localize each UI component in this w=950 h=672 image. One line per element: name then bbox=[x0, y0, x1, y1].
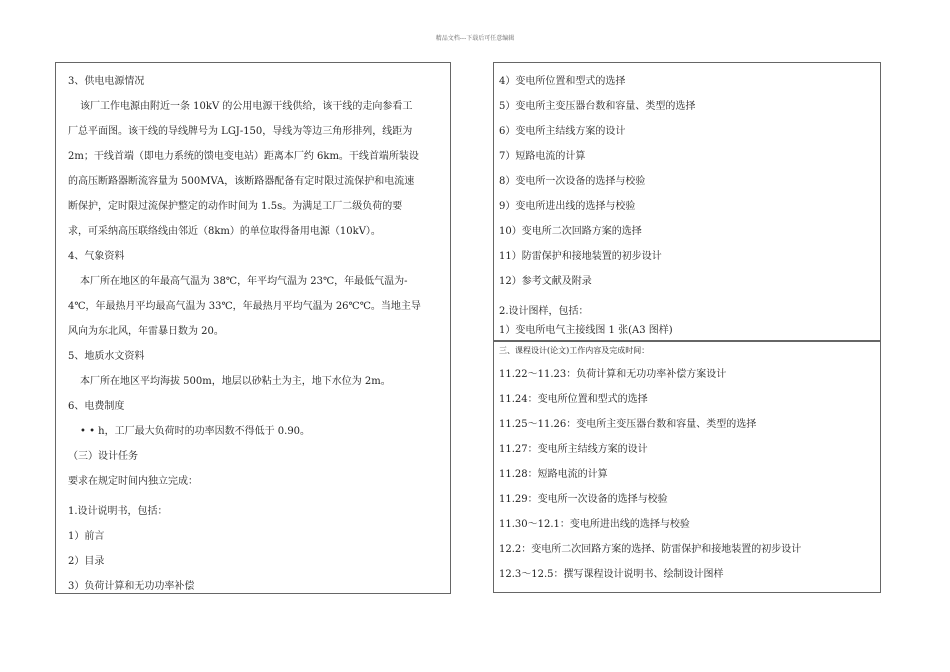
text-line: 1）前言 bbox=[68, 531, 105, 542]
text-line: 4、气象资料 bbox=[68, 251, 125, 262]
text-line: 4℃，年最热月平均最高气温为 33℃，年最热月平均气温为 26℃℃。当地主导 bbox=[68, 301, 421, 312]
section-title: 三、课程设计(论文)工作内容及完成时间： bbox=[499, 346, 650, 355]
text-line: 9）变电所进出线的选择与校验 bbox=[499, 201, 636, 212]
text-line: 1.设计说明书，包括： bbox=[68, 506, 168, 517]
text-line: 2）目录 bbox=[68, 556, 105, 567]
schedule-line: 11.24：变电所位置和型式的选择 bbox=[499, 394, 648, 405]
schedule-line: 11.30～12.1：变电所进出线的选择与校验 bbox=[499, 519, 690, 530]
right-bottom-panel bbox=[493, 341, 881, 593]
text-line: 风向为东北风，年雷暴日数为 20。 bbox=[68, 326, 224, 337]
schedule-line: 11.25～11.26：变电所主变压器台数和容量、类型的选择 bbox=[499, 419, 757, 430]
right-top-panel bbox=[493, 62, 881, 341]
text-line: 2m；干线首端（即电力系统的馈电变电站）距离本厂约 6km。干线首端所装设 bbox=[68, 151, 419, 162]
text-line: 12）参考文献及附录 bbox=[499, 276, 592, 287]
text-line: 厂总平面图。该干线的导线牌号为 LGJ-150，导线为等边三角形排列，线距为 bbox=[68, 126, 413, 137]
text-line: 3、供电电源情况 bbox=[68, 76, 145, 87]
text-line: 该厂工作电源由附近一条 10kV 的公用电源干线供给，该干线的走向参看工 bbox=[80, 101, 413, 112]
text-line: 10）变电所二次回路方案的选择 bbox=[499, 226, 642, 237]
left-panel bbox=[55, 62, 451, 594]
schedule-line: 11.22～11.23：负荷计算和无功功率补偿方案设计 bbox=[499, 369, 727, 380]
text-line: 11）防雷保护和接地装置的初步设计 bbox=[499, 251, 662, 262]
text-line: 1）变电所电气主接线图 1 张(A3 图样) bbox=[499, 325, 673, 336]
text-line: 8）变电所一次设备的选择与校验 bbox=[499, 176, 646, 187]
schedule-line: 12.3～12.5：撰写课程设计说明书、绘制设计图样 bbox=[499, 569, 724, 580]
text-line: 的高压断路器断流容量为 500MVA，该断路器配备有定时限过流保护和电流速 bbox=[68, 176, 415, 187]
text-line: 2.设计图样，包括： bbox=[499, 306, 589, 317]
text-line: 本厂所在地区的年最高气温为 38℃，年平均气温为 23℃，年最低气温为- bbox=[80, 276, 408, 287]
text-line: 7）短路电流的计算 bbox=[499, 151, 586, 162]
schedule-line: 12.2：变电所二次回路方案的选择、防雷保护和接地装置的初步设计 bbox=[499, 544, 802, 555]
text-line: 4）变电所位置和型式的选择 bbox=[499, 76, 626, 87]
text-line: 求，可采纳高压联络线由邻近（8km）的单位取得备用电源（10kV）。 bbox=[68, 226, 381, 237]
schedule-line: 11.29：变电所一次设备的选择与校验 bbox=[499, 494, 668, 505]
text-line: （三）设计任务 bbox=[68, 451, 138, 462]
schedule-line: 11.27：变电所主结线方案的设计 bbox=[499, 444, 648, 455]
text-line: 5）变电所主变压器台数和容量、类型的选择 bbox=[499, 101, 696, 112]
text-line: 5、地质水文资料 bbox=[68, 351, 145, 362]
text-line: 本厂所在地区平均海拔 500m，地层以砂粘土为主，地下水位为 2m。 bbox=[80, 376, 391, 387]
text-line: • • h，工厂最大负荷时的功率因数不得低于 0.90。 bbox=[80, 426, 311, 437]
page-header: 精品文档---下载后可任意编辑 bbox=[435, 35, 515, 42]
text-line: 6）变电所主结线方案的设计 bbox=[499, 126, 626, 137]
text-line: 6、电费制度 bbox=[68, 401, 125, 412]
text-line: 断保护，定时限过流保护整定的动作时间为 1.5s。为满足工厂二级负荷的要 bbox=[68, 201, 403, 212]
schedule-line: 11.28：短路电流的计算 bbox=[499, 469, 608, 480]
text-line: 3）负荷计算和无功功率补偿 bbox=[68, 581, 195, 592]
text-line: 要求在规定时间内独立完成： bbox=[68, 476, 198, 487]
